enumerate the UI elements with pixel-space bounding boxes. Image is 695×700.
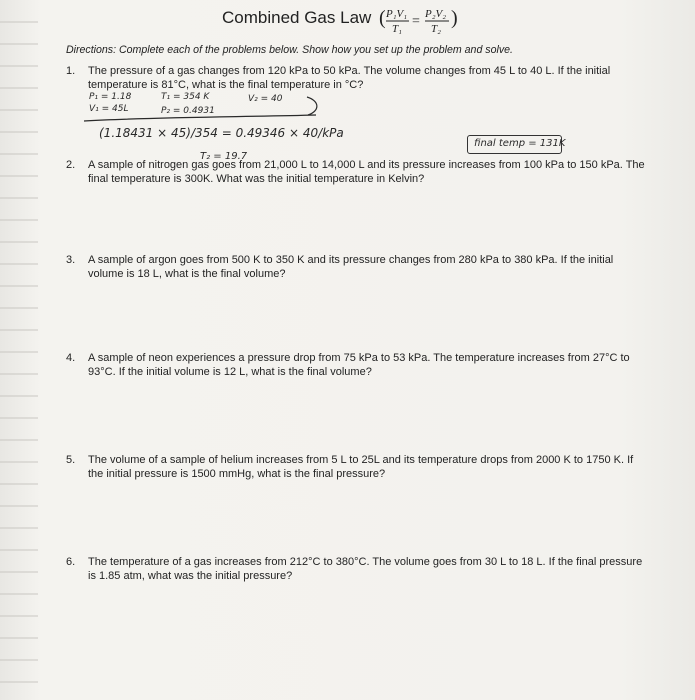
svg-text:P₁V₁: P₁V₁	[386, 8, 408, 20]
svg-text:=: =	[412, 14, 420, 29]
svg-text:P₂V₂: P₂V₂	[425, 8, 447, 20]
svg-text:T₂: T₂	[431, 23, 441, 35]
problem-number: 1.	[66, 65, 76, 77]
hw-v2: V₂ = 40	[248, 94, 283, 104]
problem-5	[66, 453, 634, 483]
hw-p1: P₁ = 1.18	[89, 92, 132, 102]
problem-3	[66, 253, 626, 283]
problem-text: The volume of a sample of helium increases from 5 L to 25L and its temperature drops from 2000 K to 1750 K. If the initial pressure is 1500 mmHg, what is the final pressure?	[88, 454, 634, 480]
problem-number: 3.	[66, 254, 76, 266]
title-text: Combined Gas Law	[222, 8, 372, 27]
page-title	[222, 8, 371, 28]
hw-v1: V₁ = 45L	[89, 104, 129, 114]
problem-number: 5.	[66, 454, 76, 466]
svg-text:(: (	[379, 7, 386, 29]
hw-underline-stroke	[82, 95, 322, 125]
problem-2	[66, 158, 645, 188]
problem-text: A sample of argon goes from 500 K to 350 K and its pressure changes from 280 kPa to 380 kPa. If the initial volume is 18 L, what is the final volume?	[88, 254, 614, 280]
hw-answer: final temp = 131K	[474, 138, 566, 149]
hw-p2: P₂ = 0.4931	[161, 106, 215, 116]
problem-text: A sample of neon experiences a pressure drop from 75 kPa to 53 kPa. The temperature increases from 27°C to 93°C. If the initial volume is 12 L, what is the final volume?	[88, 352, 630, 378]
final-answer-box	[467, 135, 566, 154]
problem-number: 6.	[66, 556, 76, 568]
problem-6	[66, 555, 643, 585]
hw-t1: T₁ = 354 K	[161, 92, 210, 102]
problem-text: The temperature of a gas increases from 212°C to 380°C. The volume goes from 30 L to 18 L. If the final pressure is 1.85 atm, what was the initial pressure?	[88, 556, 643, 582]
problem-text: The pressure of a gas changes from 120 kPa to 50 kPa. The volume changes from 45 L to 40 L. If the initial temperature is 81°C, what is the final temperature in °C?	[88, 65, 611, 91]
svg-text:T₁: T₁	[392, 23, 402, 35]
directions-text: Directions: Complete each of the problems below. Show how you set up the problem and solve.	[66, 44, 513, 56]
problem-number: 4.	[66, 352, 76, 364]
combined-gas-law-formula	[379, 2, 459, 36]
hw-calculation: (1.18431 × 45)/354 = 0.49346 × 40/kPa	[99, 126, 344, 140]
problem-4	[66, 351, 630, 381]
binder-rule-lines	[0, 0, 60, 700]
svg-text:): )	[451, 7, 458, 29]
problem-text: A sample of nitrogen gas goes from 21,000 L to 14,000 L and its pressure increases from 100 kPa to 150 kPa. The final temperature is 300K. What was the initial temperature in Kelvin?	[88, 159, 645, 185]
problem-number: 2.	[66, 159, 76, 171]
hw-t2: T₂ = 19.7	[200, 151, 248, 162]
problem-1	[66, 64, 626, 94]
